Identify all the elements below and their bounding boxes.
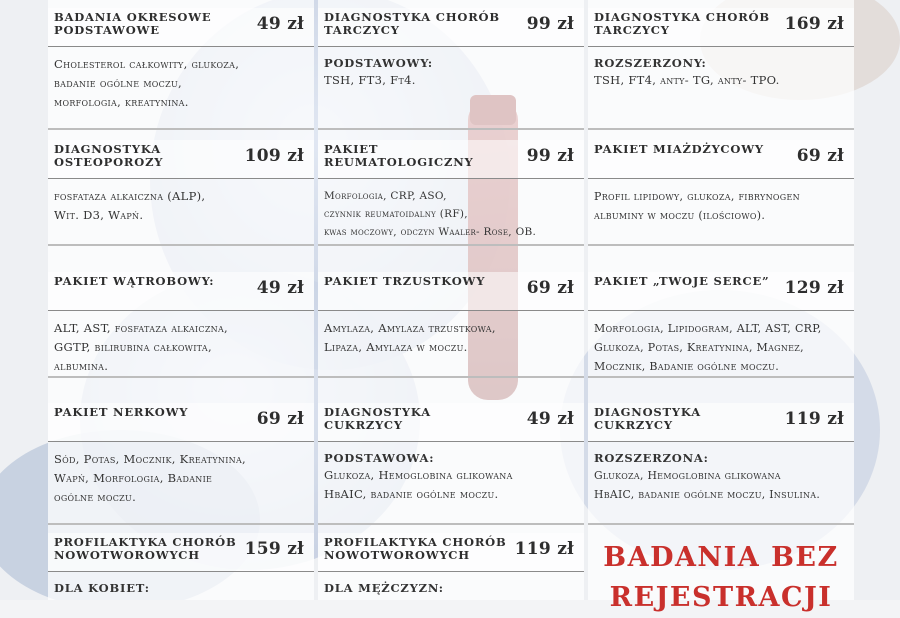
- divider: [318, 523, 584, 525]
- package-title: DIAGNOSTYKA CUKRZYCY: [324, 405, 431, 432]
- package-price: 69 zł: [796, 146, 844, 166]
- divider: [48, 376, 314, 378]
- package-title: PROFILAKTYKA CHORÓB NOWOTWOROWYCH: [54, 535, 237, 562]
- divider: [318, 376, 584, 378]
- package-test-line: Cholesterol całkowity, glukoza,: [54, 57, 240, 71]
- package-card: [318, 403, 584, 504]
- package-test-line: czynnik reumatoidalny (RF),: [324, 208, 468, 220]
- package-test-line: Lipaza, Amylaza w moczu.: [324, 340, 468, 354]
- package-test-line: HbAIC, badanie ogólne moczu, Insulina.: [594, 488, 821, 501]
- package-card: [318, 8, 584, 90]
- package-card: [318, 272, 584, 357]
- package-title: DIAGNOSTYKA CHORÓB TARCZYCY: [594, 10, 770, 37]
- divider: [48, 523, 314, 525]
- package-test-line: GGTP, bilirubina całkowita,: [54, 340, 212, 354]
- package-test-line: Sód, Potas, Mocznik, Kreatynina,: [54, 452, 246, 466]
- package-test-line: TSH, FT4, anty- TG, anty- TPO.: [594, 73, 780, 87]
- package-variant: ROZSZERZONY:: [594, 56, 707, 70]
- package-card: [48, 272, 314, 376]
- package-title: PAKIET REUMATOLOGICZNY: [324, 142, 474, 169]
- package-title: PROFILAKTYKA CHORÓB NOWOTWOROWYCH: [324, 535, 507, 562]
- package-card: [48, 8, 314, 112]
- package-card: [588, 403, 854, 504]
- package-test-line: Mocznik, Badanie ogólne moczu.: [594, 360, 780, 373]
- divider: [588, 128, 854, 130]
- package-test-line: morfologia, kreatynina.: [54, 95, 189, 109]
- package-test-line: ogólne moczu.: [54, 490, 137, 504]
- package-test-line: Morfologia, CRP, ASO,: [324, 190, 447, 202]
- package-price: 49 zł: [256, 14, 304, 34]
- package-card: [588, 140, 854, 225]
- package-price: 49 zł: [256, 278, 304, 298]
- package-variant: ROZSZERZONA:: [594, 451, 709, 465]
- package-test-line: Morfologia, Lipidogram, ALT, AST, CRP,: [594, 322, 822, 335]
- package-price: 119 zł: [784, 409, 844, 429]
- package-card: [318, 533, 584, 596]
- package-price: 159 zł: [244, 539, 304, 559]
- package-card: [588, 8, 854, 90]
- package-price: 99 zł: [526, 14, 574, 34]
- package-price: 69 zł: [526, 278, 574, 298]
- package-variant: PODSTAWOWY:: [324, 56, 433, 70]
- package-card: [318, 140, 584, 241]
- package-title: PAKIET TRZUSTKOWY: [324, 274, 486, 288]
- package-title: DIAGNOSTYKA CHORÓB TARCZYCY: [324, 10, 500, 37]
- package-title: PAKIET NERKOWY: [54, 405, 189, 419]
- package-test-line: kwas moczowy, odczyn Waaler- Rose, OB.: [324, 226, 537, 238]
- package-card: [588, 272, 854, 376]
- package-test-line: albumina.: [54, 359, 109, 373]
- divider: [318, 244, 584, 246]
- package-test-line: Wit. D3, Wapń.: [54, 208, 144, 222]
- package-price: 99 zł: [526, 146, 574, 166]
- package-test-line: Glukoza, Hemoglobina glikowana: [324, 468, 513, 482]
- package-test-line: fosfataza alkaiczna (ALP),: [54, 189, 206, 203]
- package-test-line: albuminy w moczu (ilościowo).: [594, 209, 766, 222]
- package-price: 119 zł: [514, 539, 574, 559]
- divider: [48, 244, 314, 246]
- package-test-line: Glukoza, Hemoglobina glikowana: [594, 469, 781, 482]
- package-title: PAKIET WĄTROBOWY:: [54, 274, 215, 288]
- package-title: DIAGNOSTYKA OSTEOPOROZY: [54, 142, 164, 169]
- package-variant: DLA KOBIET:: [54, 581, 150, 595]
- divider: [588, 523, 854, 525]
- package-title: DIAGNOSTYKA CUKRZYCY: [594, 405, 701, 432]
- divider: [318, 128, 584, 130]
- package-test-line: Glukoza, Potas, Kreatynina, Magnez,: [594, 341, 804, 354]
- package-price: 49 zł: [526, 409, 574, 429]
- package-price: 69 zł: [256, 409, 304, 429]
- divider: [48, 128, 314, 130]
- package-test-line: badanie ogólne moczu,: [54, 76, 182, 90]
- package-test-line: TSH, FT3, Ft4.: [324, 73, 416, 87]
- package-test-line: Profil lipidowy, glukoza, fibrynogen: [594, 190, 800, 203]
- package-card: [48, 533, 314, 596]
- package-test-line: HbAIC, badanie ogólne moczu.: [324, 487, 499, 501]
- promo-banner: [590, 538, 852, 618]
- promo-line: BADANIA BEZ: [603, 542, 839, 573]
- promo-line: REJESTRACJI: [609, 582, 833, 613]
- package-price: 109 zł: [244, 146, 304, 166]
- package-price: 169 zł: [784, 14, 844, 34]
- package-title: BADANIA OKRESOWE PODSTAWOWE: [54, 10, 212, 37]
- package-card: [48, 403, 314, 507]
- divider: [588, 376, 854, 378]
- divider: [588, 244, 854, 246]
- package-price: 129 zł: [784, 278, 844, 298]
- package-title: PAKIET „TWOJE SERCE”: [594, 274, 770, 288]
- package-variant: DLA MĘŻCZYZN:: [324, 581, 444, 595]
- package-test-line: ALT, AST, fosfataza alkaiczna,: [54, 321, 229, 335]
- package-card: [48, 140, 314, 225]
- package-test-line: Amylaza, Amylaza trzustkowa,: [324, 321, 496, 335]
- package-test-line: Wapń, Morfologia, Badanie: [54, 471, 213, 485]
- package-title: PAKIET MIAŻDŻYCOWY: [594, 142, 764, 156]
- package-variant: PODSTAWOWA:: [324, 451, 435, 465]
